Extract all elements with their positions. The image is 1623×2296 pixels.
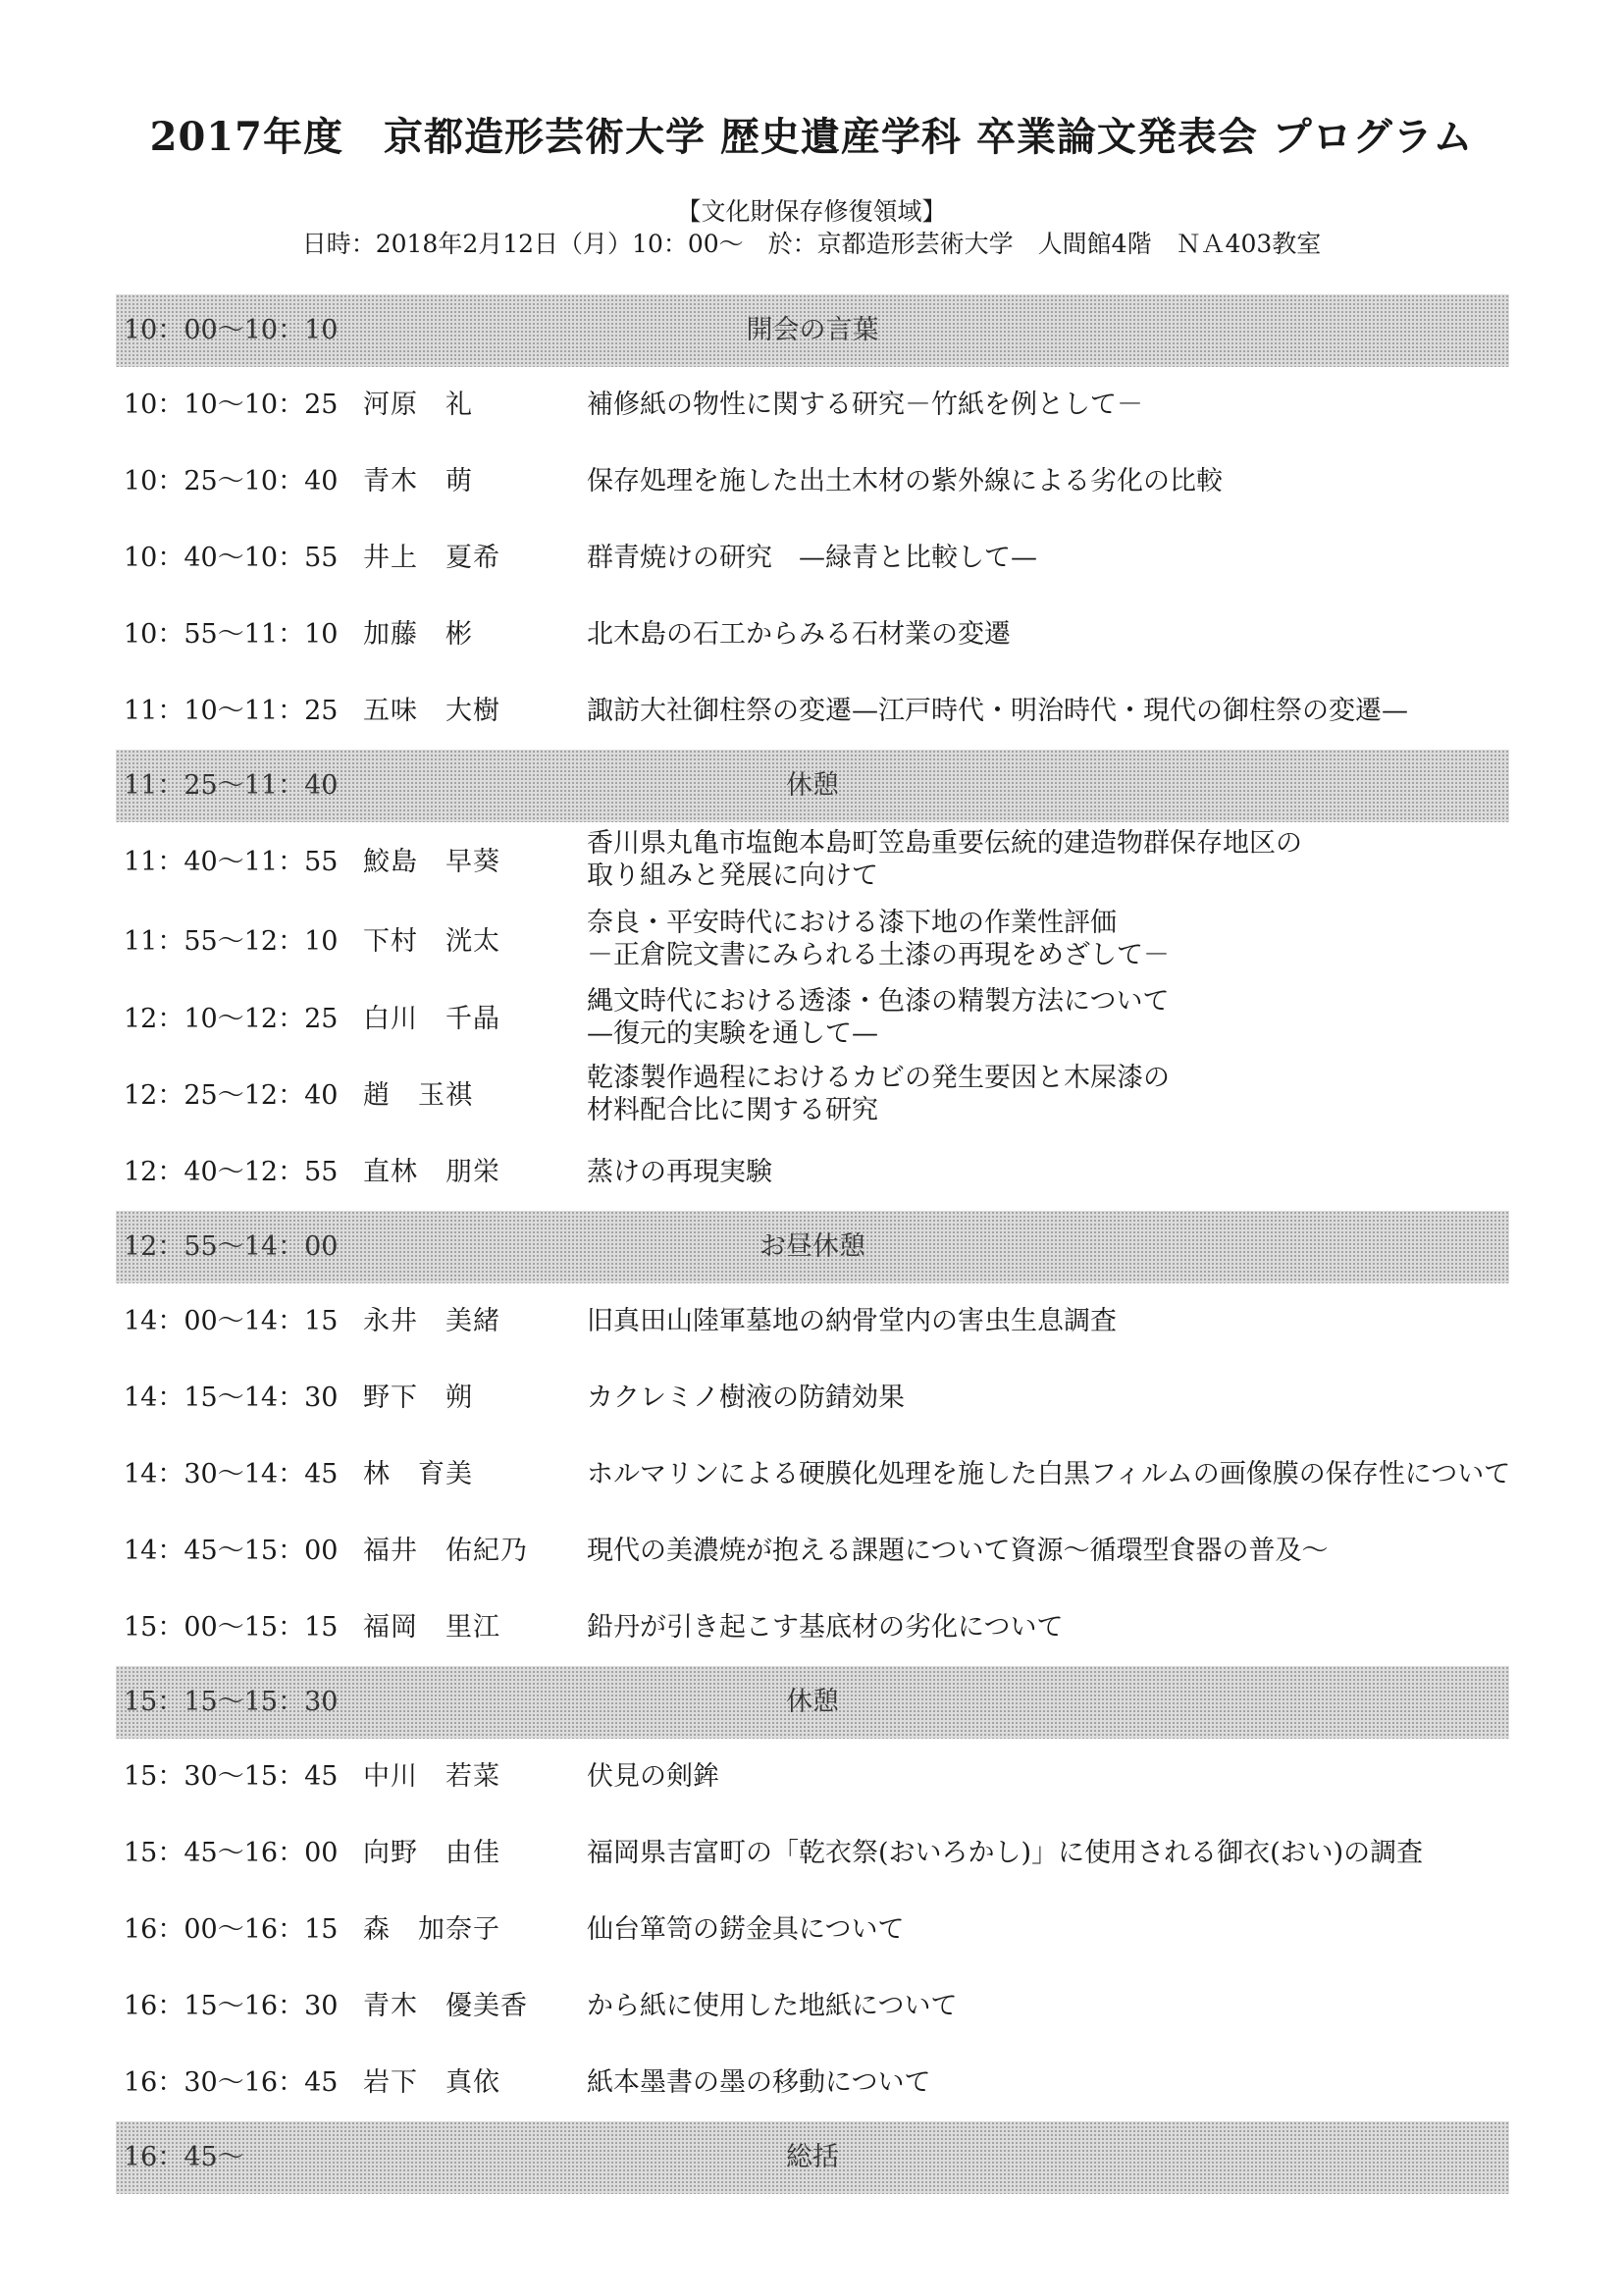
- talk-time: 16：00～16：15: [124, 1914, 339, 1945]
- thesis-title-line: 補修紙の物性に関する研究－竹紙を例として－: [587, 390, 1143, 420]
- thesis-title-line: 北木島の石工からみる石材業の変遷: [587, 619, 1011, 650]
- break-time: 15：15～15：30: [124, 1687, 339, 1717]
- thesis-title: [587, 1382, 905, 1415]
- talk-row: [116, 981, 1509, 1058]
- thesis-title-line: －正倉院文書にみられる土漆の再現をめざして－: [587, 940, 1170, 970]
- talk-time: 11：40～11：55: [124, 847, 339, 877]
- thesis-title-line: 蒸けの再現実験: [587, 1157, 772, 1187]
- presenter-name: 向野 由佳: [363, 1838, 500, 1868]
- presenter-name: 野下 朔: [363, 1383, 473, 1413]
- thesis-title-line: 材料配合比に関する研究: [587, 1095, 878, 1125]
- presenter-name: 青木 萌: [363, 466, 473, 496]
- thesis-title-line: 鉛丹が引き起こす基底材の劣化について: [587, 1612, 1064, 1643]
- thesis-title: [587, 542, 1037, 575]
- talk-time: 16：15～16：30: [124, 1991, 339, 2021]
- talk-row: [116, 1739, 1509, 1815]
- thesis-title: [587, 1611, 1063, 1644]
- thesis-title: [587, 1156, 772, 1189]
- talk-time: 14：30～14：45: [124, 1459, 339, 1489]
- talk-time: 14：15～14：30: [124, 1383, 339, 1413]
- presenter-name: 青木 優美香: [363, 1991, 528, 2021]
- thesis-title-line: 諏訪大社御柱祭の変遷—江戸時代・明治時代・現代の御柱祭の変遷—: [587, 696, 1408, 726]
- thesis-title-line: 縄文時代における透漆・色漆の精製方法について: [587, 986, 1170, 1017]
- thesis-title-line: 取り組みと発展に向けて: [587, 861, 878, 891]
- talk-row: [116, 1590, 1509, 1666]
- talk-row: [116, 1892, 1509, 1968]
- presenter-name: 白川 千晶: [363, 1004, 500, 1034]
- thesis-title-line: —復元的実験を通して—: [587, 1018, 878, 1049]
- talk-time: 10：25～10：40: [124, 466, 339, 496]
- thesis-title-line: 福岡県吉富町の「乾衣祭(おいろかし)」に使用される御衣(おい)の調査: [587, 1838, 1424, 1868]
- break-time: 10：00～10：10: [124, 315, 339, 345]
- presenter-name: 福井 佑紀乃: [363, 1536, 528, 1566]
- thesis-title: [587, 1535, 1328, 1568]
- thesis-title: [587, 695, 1408, 728]
- talk-row: [116, 1134, 1509, 1211]
- talk-row: [116, 597, 1509, 673]
- talk-row: [116, 1436, 1509, 1513]
- presenter-name: 加藤 彬: [363, 619, 473, 650]
- talk-row: [116, 2045, 1509, 2121]
- break-row: [116, 294, 1509, 367]
- talk-time: 12：25～12：40: [124, 1080, 339, 1111]
- talk-time: 10：55～11：10: [124, 619, 339, 650]
- talk-time: 15：00～15：15: [124, 1612, 339, 1643]
- thesis-title-line: 群青焼けの研究 —緑青と比較して—: [587, 543, 1037, 573]
- thesis-title: [587, 465, 1223, 498]
- thesis-title: [587, 827, 1302, 892]
- thesis-title-line: 奈良・平安時代における漆下地の作業性評価: [587, 908, 1117, 938]
- date-venue: 日時：2018年2月12日（月）10：00～ 於：京都造形芸術大学 人間館4階 ＮＡ403教室: [301, 230, 1322, 258]
- break-time: 12：55～14：00: [124, 1231, 339, 1262]
- talk-row: [116, 1815, 1509, 1892]
- talk-time: 10：10～10：25: [124, 390, 339, 420]
- talk-time: 16：30～16：45: [124, 2067, 339, 2098]
- talk-time: 14：00～14：15: [124, 1306, 339, 1336]
- break-time: 16：45～: [124, 2142, 244, 2172]
- break-row: [116, 2121, 1509, 2194]
- talk-row: [116, 1283, 1509, 1360]
- thesis-title-line: から紙に使用した地紙について: [587, 1991, 958, 2021]
- thesis-title: [587, 1837, 1423, 1870]
- thesis-title: [587, 1990, 957, 2023]
- thesis-title-line: 保存処理を施した出土木材の紫外線による劣化の比較: [587, 466, 1223, 496]
- talk-row: [116, 822, 1509, 902]
- thesis-title: [587, 1305, 1117, 1338]
- talk-row: [116, 673, 1509, 750]
- talk-time: 15：30～15：45: [124, 1761, 339, 1792]
- talk-row: [116, 1360, 1509, 1436]
- presenter-name: 直林 朋栄: [363, 1157, 500, 1187]
- talk-row: [116, 1968, 1509, 2045]
- talk-time: 14：45～15：00: [124, 1536, 339, 1566]
- presenter-name: 福岡 里江: [363, 1612, 500, 1643]
- presenter-name: 岩下 真依: [363, 2067, 500, 2098]
- thesis-title: [587, 985, 1169, 1050]
- talk-time: 11：55～12：10: [124, 926, 339, 957]
- thesis-title-line: 紙本墨書の墨の移動について: [587, 2067, 931, 2098]
- thesis-title-line: 香川県丸亀市塩飽本島町笠島重要伝統的建造物群保存地区の: [587, 828, 1302, 859]
- talk-time: 10：40～10：55: [124, 543, 339, 573]
- thesis-title-line: カクレミノ樹液の防錆効果: [587, 1383, 905, 1413]
- break-label: 休憩: [786, 1687, 839, 1717]
- presenter-name: 趙 玉祺: [363, 1080, 473, 1111]
- thesis-title: [587, 389, 1143, 422]
- field-heading: 【文化財保存修復領域】: [676, 197, 947, 226]
- break-label: お昼休憩: [759, 1231, 865, 1262]
- thesis-title-line: 伏見の剣鉾: [587, 1761, 719, 1792]
- talk-time: 15：45～16：00: [124, 1838, 339, 1868]
- break-label: 総括: [786, 2142, 839, 2172]
- thesis-title: [587, 1760, 719, 1794]
- break-label: 休憩: [786, 770, 839, 801]
- presenter-name: 鮫島 早葵: [363, 847, 500, 877]
- schedule-table: [116, 294, 1509, 2194]
- thesis-title-line: ホルマリンによる硬膜化処理を施した白黒フィルムの画像膜の保存性について: [587, 1459, 1511, 1489]
- thesis-title-line: 旧真田山陸軍墓地の納骨堂内の害虫生息調査: [587, 1306, 1117, 1336]
- break-row: [116, 750, 1509, 822]
- break-row: [116, 1666, 1509, 1739]
- talk-time: 12：10～12：25: [124, 1004, 339, 1034]
- presenter-name: 河原 礼: [363, 390, 473, 420]
- thesis-title: [587, 1913, 904, 1947]
- talk-time: 11：10～11：25: [124, 696, 339, 726]
- talk-row: [116, 444, 1509, 520]
- talk-time: 12：40～12：55: [124, 1157, 339, 1187]
- thesis-title-line: 乾漆製作過程におけるカビの発生要因と木屎漆の: [587, 1063, 1170, 1093]
- presenter-name: 下村 洸太: [363, 926, 500, 957]
- break-row: [116, 1211, 1509, 1283]
- talk-row: [116, 1513, 1509, 1590]
- talk-row: [116, 1058, 1509, 1134]
- presenter-name: 五味 大樹: [363, 696, 500, 726]
- presenter-name: 林 育美: [363, 1459, 473, 1489]
- talk-row: [116, 367, 1509, 444]
- thesis-title: [587, 618, 1011, 652]
- talk-row: [116, 520, 1509, 597]
- thesis-title: [587, 1458, 1510, 1491]
- document-title: 2017年度 京都造形芸術大学 歴史遺産学科 卒業論文発表会 プログラム: [149, 114, 1474, 160]
- talk-row: [116, 902, 1509, 981]
- presenter-name: 永井 美緒: [363, 1306, 500, 1336]
- thesis-title: [587, 907, 1170, 971]
- presenter-name: 森 加奈子: [363, 1914, 500, 1945]
- thesis-title-line: 現代の美濃焼が抱える課題について資源～循環型食器の普及～: [587, 1536, 1329, 1566]
- thesis-title: [587, 1062, 1170, 1126]
- break-label: 開会の言葉: [746, 315, 879, 345]
- break-time: 11：25～11：40: [124, 770, 339, 801]
- thesis-title-line: 仙台箪笥の錺金具について: [587, 1914, 905, 1945]
- thesis-title: [587, 2066, 930, 2100]
- presenter-name: 井上 夏希: [363, 543, 500, 573]
- presenter-name: 中川 若菜: [363, 1761, 500, 1792]
